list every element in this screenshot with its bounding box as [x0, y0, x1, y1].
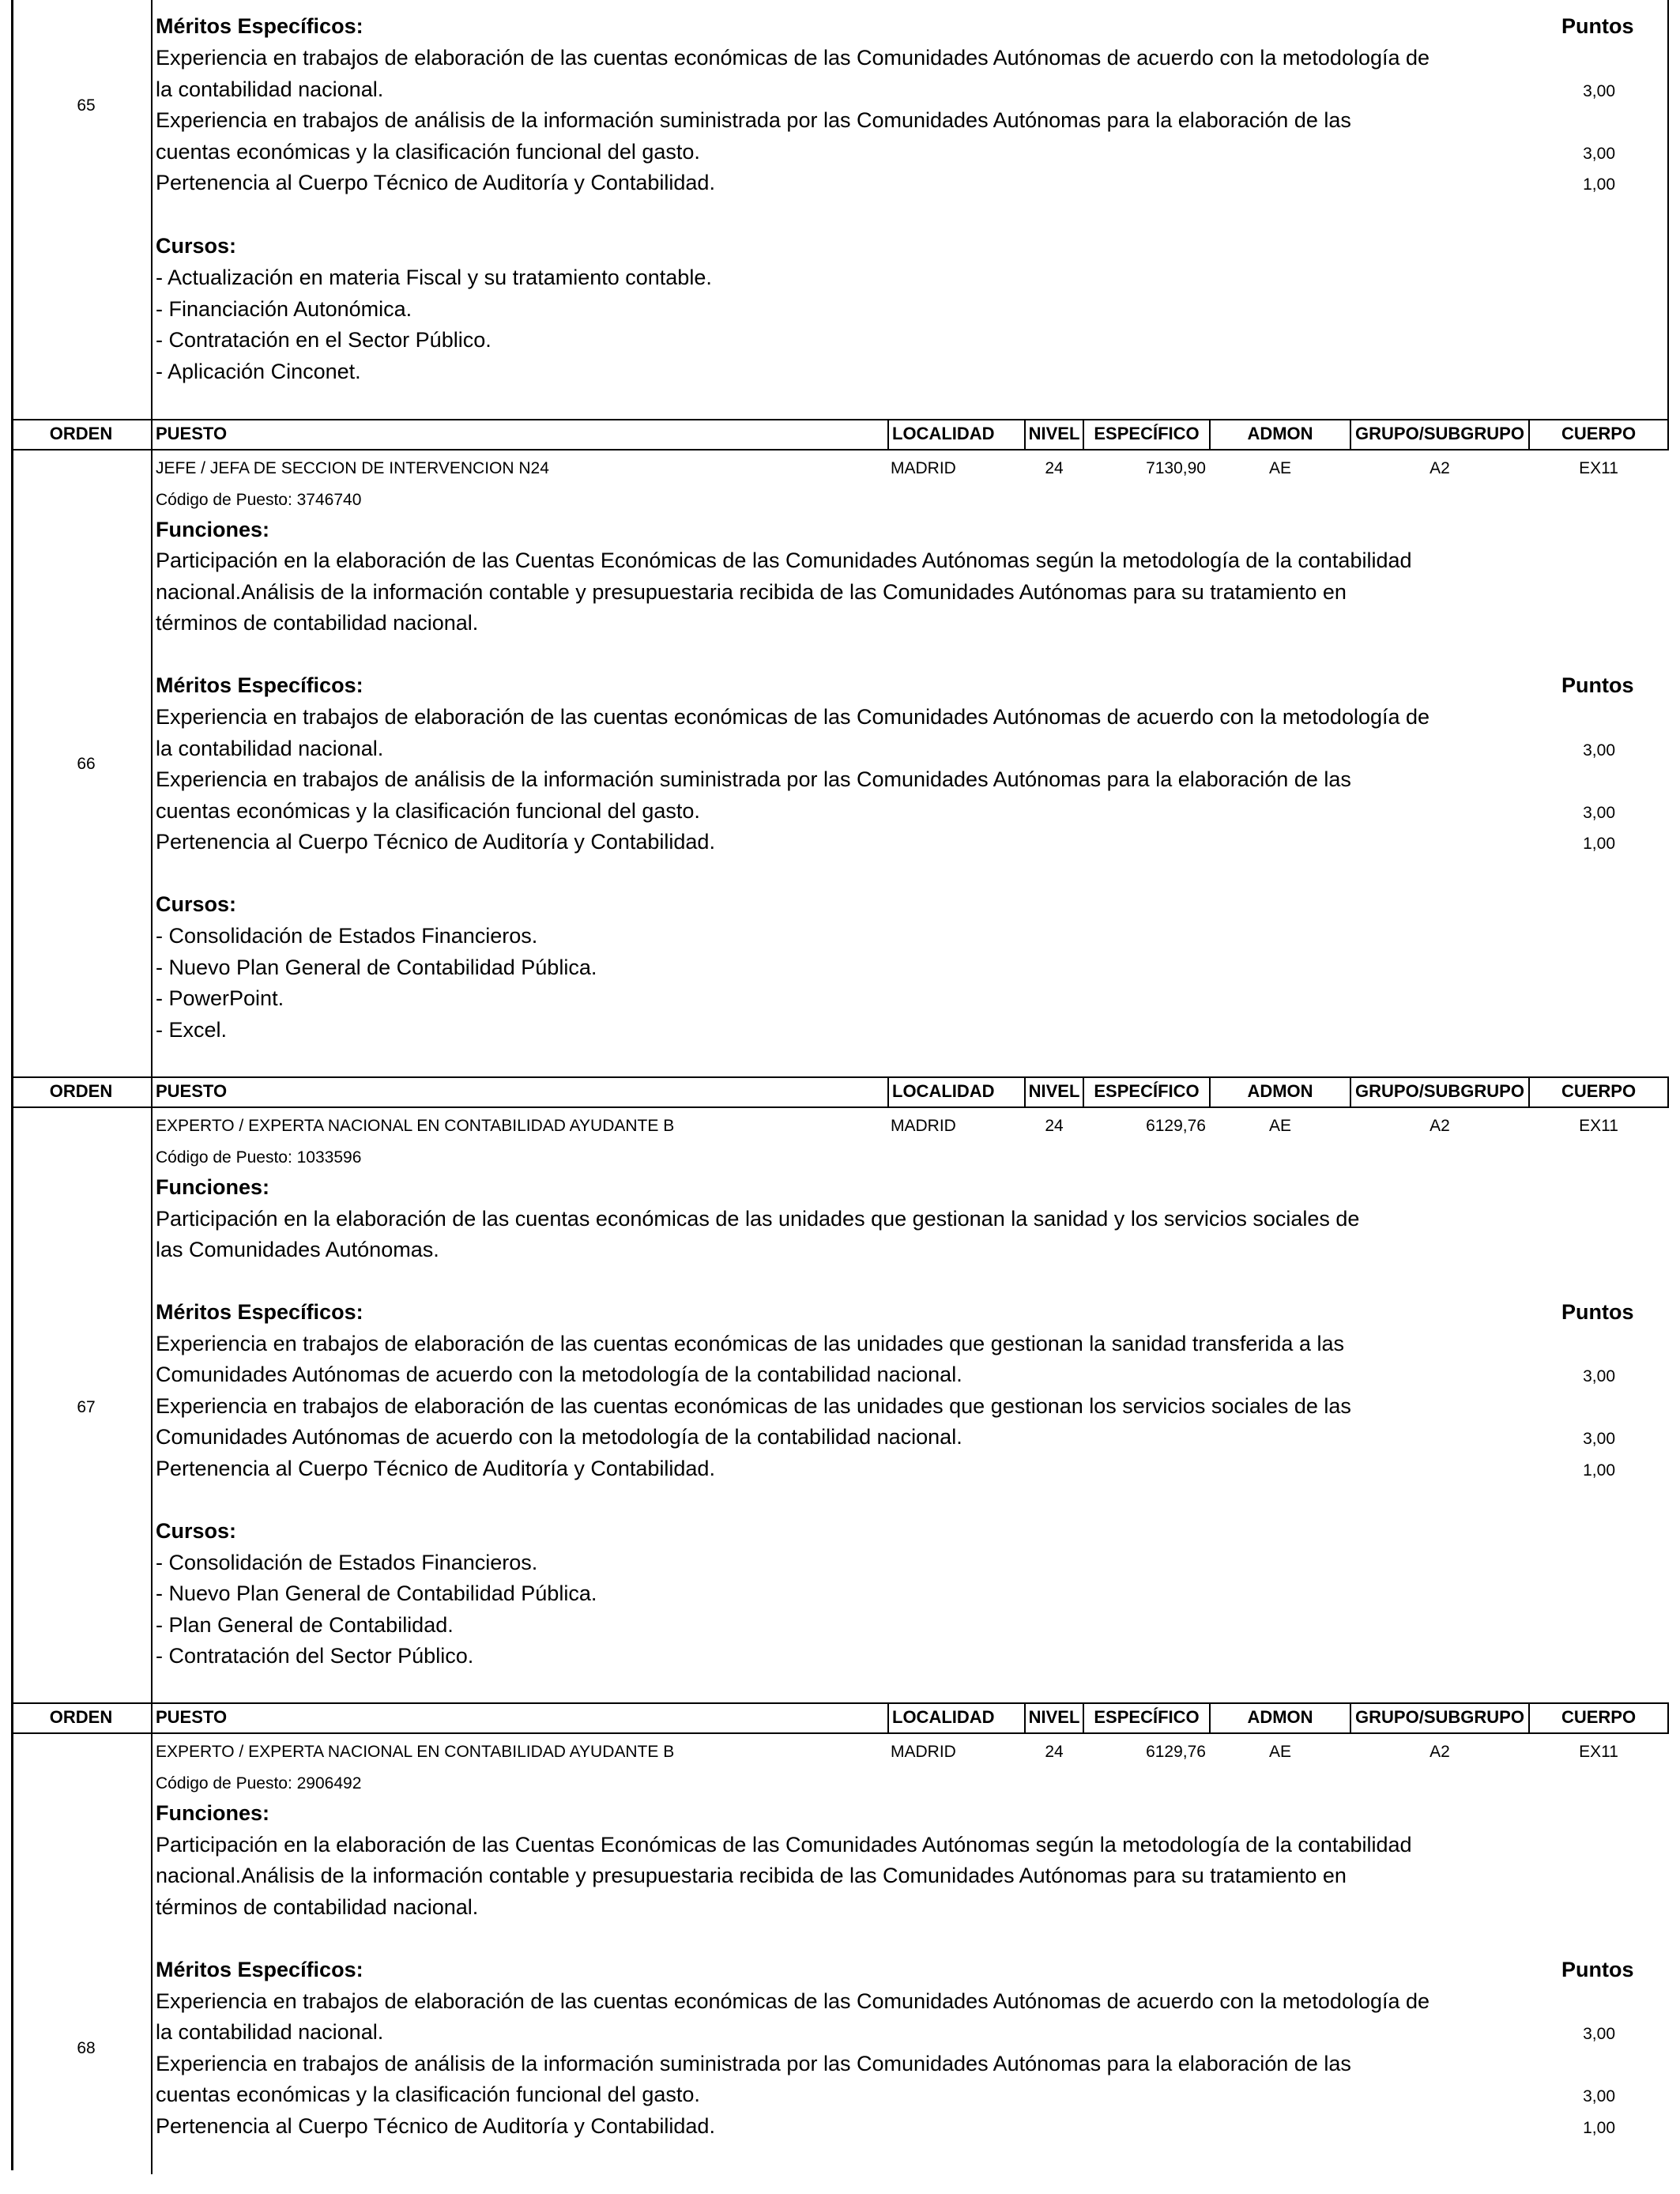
admon-value: AE — [1268, 1117, 1291, 1135]
orden-number: 67 — [77, 1398, 96, 1416]
merito-points: 1,00 — [1583, 1461, 1615, 1480]
meritos-heading: Méritos Específicos: — [156, 1300, 363, 1324]
funciones-heading: Funciones: — [156, 1175, 270, 1199]
meritos-heading: Méritos Específicos: — [156, 1958, 363, 1981]
nivel-value: 24 — [1045, 1743, 1064, 1761]
merito-points: 3,00 — [1583, 1367, 1615, 1385]
header-grupo: GRUPO/SUBGRUPO — [1355, 1707, 1524, 1727]
header-puesto: PUESTO — [156, 1707, 228, 1727]
cursos-heading: Cursos: — [156, 1519, 237, 1543]
codigo-puesto: Código de Puesto: 3746740 — [156, 491, 362, 509]
merito-points: 1,00 — [1583, 2119, 1615, 2137]
nivel-value: 24 — [1045, 459, 1064, 477]
curso-item: - Consolidación de Estados Financieros. — [156, 1551, 538, 1574]
admon-value: AE — [1268, 459, 1291, 477]
header-puesto: PUESTO — [156, 1081, 228, 1101]
nivel-value: 24 — [1045, 1117, 1064, 1135]
puesto-name: JEFE / JEFA DE SECCION DE INTERVENCION N24 — [156, 459, 549, 477]
header-orden: ORDEN — [49, 424, 113, 443]
curso-item: - Financiación Autonómica. — [156, 297, 412, 321]
header-nivel: NIVEL — [1028, 1707, 1080, 1727]
cursos-heading: Cursos: — [156, 892, 237, 916]
merito-points: 3,00 — [1583, 82, 1615, 100]
header-admon: ADMON — [1247, 424, 1313, 443]
merito-line: Pertenencia al Cuerpo Técnico de Auditoría y Contabilidad. — [156, 2114, 715, 2138]
funciones-line: términos de contabilidad nacional. — [156, 1895, 479, 1919]
funciones-line: las Comunidades Autónomas. — [156, 1238, 439, 1261]
merito-points: 3,00 — [1583, 1430, 1615, 1448]
curso-item: - Nuevo Plan General de Contabilidad Pública. — [156, 1581, 597, 1605]
puntos-heading: Puntos — [1561, 673, 1634, 697]
merito-line: cuentas económicas y la clasificación funcional del gasto. — [156, 2083, 700, 2106]
cuerpo-value: EX11 — [1579, 459, 1618, 477]
header-grupo: GRUPO/SUBGRUPO — [1355, 424, 1524, 443]
puntos-heading: Puntos — [1561, 14, 1634, 38]
header-cuerpo: CUERPO — [1561, 1707, 1637, 1727]
localidad-value: MADRID — [891, 459, 956, 477]
merito-line: la contabilidad nacional. — [156, 737, 384, 760]
merito-line: Experiencia en trabajos de elaboración de las cuentas económicas de las unidades que gestionan la sanidad transferida a las — [156, 1332, 1344, 1355]
funciones-heading: Funciones: — [156, 1801, 270, 1825]
merito-line: cuentas económicas y la clasificación funcional del gasto. — [156, 799, 700, 823]
curso-item: - PowerPoint. — [156, 986, 284, 1010]
funciones-line: Participación en la elaboración de las Cuentas Económicas de las Comunidades Autónomas según la metodología de la contabilidad — [156, 548, 1412, 572]
merito-line: cuentas económicas y la clasificación funcional del gasto. — [156, 140, 700, 164]
orden-number: 66 — [77, 755, 96, 773]
localidad-value: MADRID — [891, 1117, 956, 1135]
admon-value: AE — [1268, 1743, 1291, 1761]
merito-line: Comunidades Autónomas de acuerdo con la metodología de la contabilidad nacional. — [156, 1363, 962, 1386]
merito-line: Experiencia en trabajos de elaboración de las cuentas económicas de las unidades que gestionan los servicios sociales de las — [156, 1394, 1351, 1418]
orden-number: 68 — [77, 2039, 96, 2057]
merito-line: Pertenencia al Cuerpo Técnico de Auditoría y Contabilidad. — [156, 171, 715, 194]
puntos-heading: Puntos — [1561, 1300, 1634, 1324]
grupo-value: A2 — [1430, 1743, 1450, 1761]
curso-item: - Excel. — [156, 1018, 228, 1042]
merito-line: la contabilidad nacional. — [156, 2020, 384, 2044]
grupo-value: A2 — [1430, 1117, 1450, 1135]
cursos-heading: Cursos: — [156, 234, 237, 258]
header-cuerpo: CUERPO — [1561, 424, 1637, 443]
curso-item: - Contratación en el Sector Público. — [156, 328, 492, 352]
funciones-line: nacional.Análisis de la información contable y presupuestaria recibida de las Comunidades Autónomas para su tratamiento en — [156, 1864, 1347, 1887]
meritos-heading: Méritos Específicos: — [156, 14, 363, 38]
merito-line: la contabilidad nacional. — [156, 77, 384, 101]
merito-points: 3,00 — [1583, 804, 1615, 822]
header-puesto: PUESTO — [156, 424, 228, 443]
cuerpo-value: EX11 — [1579, 1743, 1618, 1761]
curso-item: - Contratación del Sector Público. — [156, 1644, 474, 1668]
puesto-name: EXPERTO / EXPERTA NACIONAL EN CONTABILIDAD AYUDANTE B — [156, 1743, 675, 1761]
header-nivel: NIVEL — [1028, 1081, 1080, 1101]
funciones-line: Participación en la elaboración de las cuentas económicas de las unidades que gestionan la sanidad y los servicios sociales de — [156, 1207, 1360, 1231]
funciones-line: nacional.Análisis de la información contable y presupuestaria recibida de las Comunidades Autónomas para su tratamiento en — [156, 580, 1347, 604]
merito-points: 3,00 — [1583, 2025, 1615, 2043]
header-orden: ORDEN — [49, 1707, 113, 1727]
curso-item: - Actualización en materia Fiscal y su tratamiento contable. — [156, 266, 712, 289]
puntos-heading: Puntos — [1561, 1958, 1634, 1981]
curso-item: - Aplicación Cinconet. — [156, 360, 361, 383]
merito-points: 1,00 — [1583, 835, 1615, 853]
table-header-row — [0, 1702, 1680, 1734]
puesto-name: EXPERTO / EXPERTA NACIONAL EN CONTABILIDAD AYUDANTE B — [156, 1117, 675, 1135]
curso-item: - Nuevo Plan General de Contabilidad Pública. — [156, 956, 597, 979]
header-especifico: ESPECÍFICO — [1094, 1081, 1200, 1101]
header-localidad: LOCALIDAD — [892, 1707, 995, 1727]
especifico-value: 6129,76 — [1146, 1117, 1206, 1135]
merito-points: 3,00 — [1583, 2087, 1615, 2105]
right-border — [1667, 0, 1669, 419]
cuerpo-value: EX11 — [1579, 1117, 1618, 1135]
header-admon: ADMON — [1247, 1707, 1313, 1727]
merito-line: Pertenencia al Cuerpo Técnico de Auditoría y Contabilidad. — [156, 830, 715, 854]
merito-line: Experiencia en trabajos de elaboración de las cuentas económicas de las Comunidades Autónomas de acuerdo con la metodología de — [156, 1989, 1430, 2013]
header-localidad: LOCALIDAD — [892, 424, 995, 443]
curso-item: - Consolidación de Estados Financieros. — [156, 924, 538, 948]
merito-points: 1,00 — [1583, 175, 1615, 194]
table-header-row — [0, 419, 1680, 450]
header-cuerpo: CUERPO — [1561, 1081, 1637, 1101]
orden-number: 65 — [77, 96, 96, 115]
grupo-value: A2 — [1430, 459, 1450, 477]
codigo-puesto: Código de Puesto: 1033596 — [156, 1148, 362, 1167]
merito-line: Comunidades Autónomas de acuerdo con la metodología de la contabilidad nacional. — [156, 1425, 962, 1449]
merito-line: Experiencia en trabajos de análisis de la información suministrada por las Comunidades Autónomas para la elaboración de las — [156, 767, 1351, 791]
merito-line: Experiencia en trabajos de elaboración de las cuentas económicas de las Comunidades Autónomas de acuerdo con la metodología de — [156, 705, 1430, 729]
curso-item: - Plan General de Contabilidad. — [156, 1613, 454, 1637]
funciones-line: Participación en la elaboración de las Cuentas Económicas de las Comunidades Autónomas según la metodología de la contabilidad — [156, 1833, 1412, 1857]
header-orden: ORDEN — [49, 1081, 113, 1101]
especifico-value: 6129,76 — [1146, 1743, 1206, 1761]
header-nivel: NIVEL — [1028, 424, 1080, 443]
funciones-line: términos de contabilidad nacional. — [156, 611, 479, 635]
merito-points: 3,00 — [1583, 741, 1615, 760]
header-especifico: ESPECÍFICO — [1094, 424, 1200, 443]
merito-points: 3,00 — [1583, 145, 1615, 163]
header-localidad: LOCALIDAD — [892, 1081, 995, 1101]
especifico-value: 7130,90 — [1146, 459, 1206, 477]
header-admon: ADMON — [1247, 1081, 1313, 1101]
merito-line: Experiencia en trabajos de análisis de la información suministrada por las Comunidades Autónomas para la elaboración de las — [156, 108, 1351, 132]
merito-line: Experiencia en trabajos de análisis de la información suministrada por las Comunidades Autónomas para la elaboración de las — [156, 2052, 1351, 2075]
header-grupo: GRUPO/SUBGRUPO — [1355, 1081, 1524, 1101]
header-especifico: ESPECÍFICO — [1094, 1707, 1200, 1727]
localidad-value: MADRID — [891, 1743, 956, 1761]
merito-line: Experiencia en trabajos de elaboración de las cuentas económicas de las Comunidades Autónomas de acuerdo con la metodología de — [156, 46, 1430, 70]
funciones-heading: Funciones: — [156, 518, 270, 541]
merito-line: Pertenencia al Cuerpo Técnico de Auditoría y Contabilidad. — [156, 1457, 715, 1480]
codigo-puesto: Código de Puesto: 2906492 — [156, 1774, 362, 1793]
meritos-heading: Méritos Específicos: — [156, 673, 363, 697]
table-header-row — [0, 1076, 1680, 1108]
